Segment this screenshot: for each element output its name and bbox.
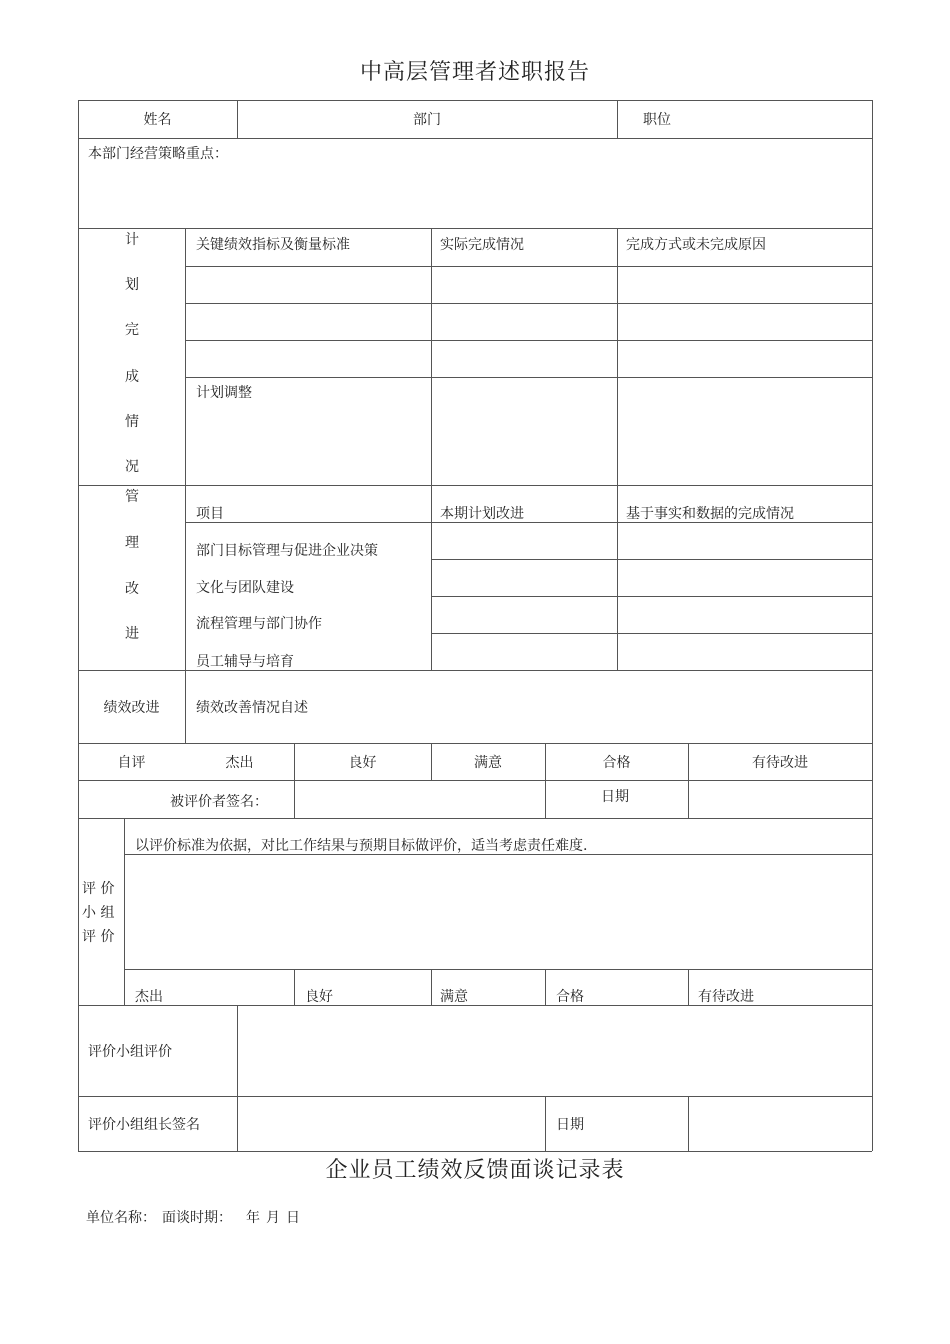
plan-side-char: 情: [125, 414, 139, 430]
year-label: 年: [246, 1210, 260, 1226]
group-eval-label: 评价小组评价: [88, 1044, 172, 1060]
group-side-label: 评 价: [82, 881, 115, 897]
leader-signature-label: 评价小组组长签名: [88, 1117, 200, 1133]
group-eval-instruction: 以评价标准为依据，对比工作结果与预期目标做评价，适当考虑责任难度.: [135, 838, 588, 854]
mgmt-item: 部门目标管理与促进企业决策: [196, 543, 378, 559]
group-side-label: 评 价: [82, 929, 115, 945]
leader-date-label: 日期: [556, 1117, 584, 1133]
self-rating-satisfactory[interactable]: 满意: [474, 755, 502, 771]
page-title: 中高层管理者述职报告: [359, 60, 590, 85]
group-rating-satisfactory[interactable]: 满意: [440, 989, 468, 1005]
mgmt-item: 流程管理与部门协作: [196, 616, 322, 632]
strategy-label: 本部门经营策略重点：: [88, 146, 228, 162]
mgmt-fact-header: 基于事实和数据的完成情况: [626, 506, 794, 522]
group-rating-pass[interactable]: 合格: [556, 989, 584, 1005]
self-rating-pass[interactable]: 合格: [602, 755, 631, 771]
name-label: 姓名: [143, 112, 172, 128]
mgmt-side-char: 管: [125, 489, 139, 505]
second-title: 企业员工绩效反馈面谈记录表: [325, 1158, 625, 1183]
mgmt-item: 文化与团队建设: [196, 580, 294, 596]
plan-side-char: 成: [125, 369, 139, 385]
group-side-label: 小 组: [82, 905, 115, 921]
self-eval-label: 自评: [117, 755, 146, 771]
unit-name-label: 单位名称：: [86, 1210, 156, 1226]
mgmt-item-header: 项目: [196, 506, 224, 522]
group-rating-needs-improvement[interactable]: 有待改进: [698, 989, 754, 1005]
self-rating-needs-improvement[interactable]: 有待改进: [752, 755, 808, 771]
group-rating-good[interactable]: 良好: [305, 989, 333, 1005]
actual-column-header: 实际完成情况: [440, 237, 524, 253]
mgmt-item: 员工辅导与培育: [196, 654, 294, 670]
plan-side-char: 划: [125, 277, 139, 293]
plan-side-char: 况: [125, 459, 139, 475]
self-rating-good[interactable]: 良好: [348, 755, 377, 771]
mgmt-side-char: 进: [125, 626, 139, 642]
kpi-column-header: 关键绩效指标及衡量标准: [196, 237, 350, 253]
signature-date-label: 日期: [601, 789, 629, 805]
method-column-header: 完成方式或未完成原因: [626, 237, 766, 253]
group-rating-outstanding[interactable]: 杰出: [135, 989, 163, 1005]
plan-adjust-label: 计划调整: [196, 385, 252, 401]
mgmt-side-char: 理: [125, 535, 139, 551]
self-rating-outstanding[interactable]: 杰出: [225, 755, 254, 771]
day-label: 日: [286, 1210, 300, 1226]
interview-time-label: 面谈时期：: [162, 1210, 232, 1226]
perf-improve-desc: 绩效改善情况自述: [196, 700, 308, 716]
position-label: 职位: [643, 112, 671, 128]
footer-info: [86, 1207, 306, 1227]
plan-side-char: 计: [125, 232, 139, 248]
perf-improve-label: 绩效改进: [103, 700, 160, 716]
month-label: 月: [266, 1210, 280, 1226]
department-label: 部门: [413, 112, 441, 128]
mgmt-side-char: 改: [125, 581, 139, 597]
evaluatee-signature-label: 被评价者签名：: [170, 794, 268, 810]
mgmt-plan-header: 本期计划改进: [440, 506, 524, 522]
plan-side-char: 完: [125, 322, 139, 338]
